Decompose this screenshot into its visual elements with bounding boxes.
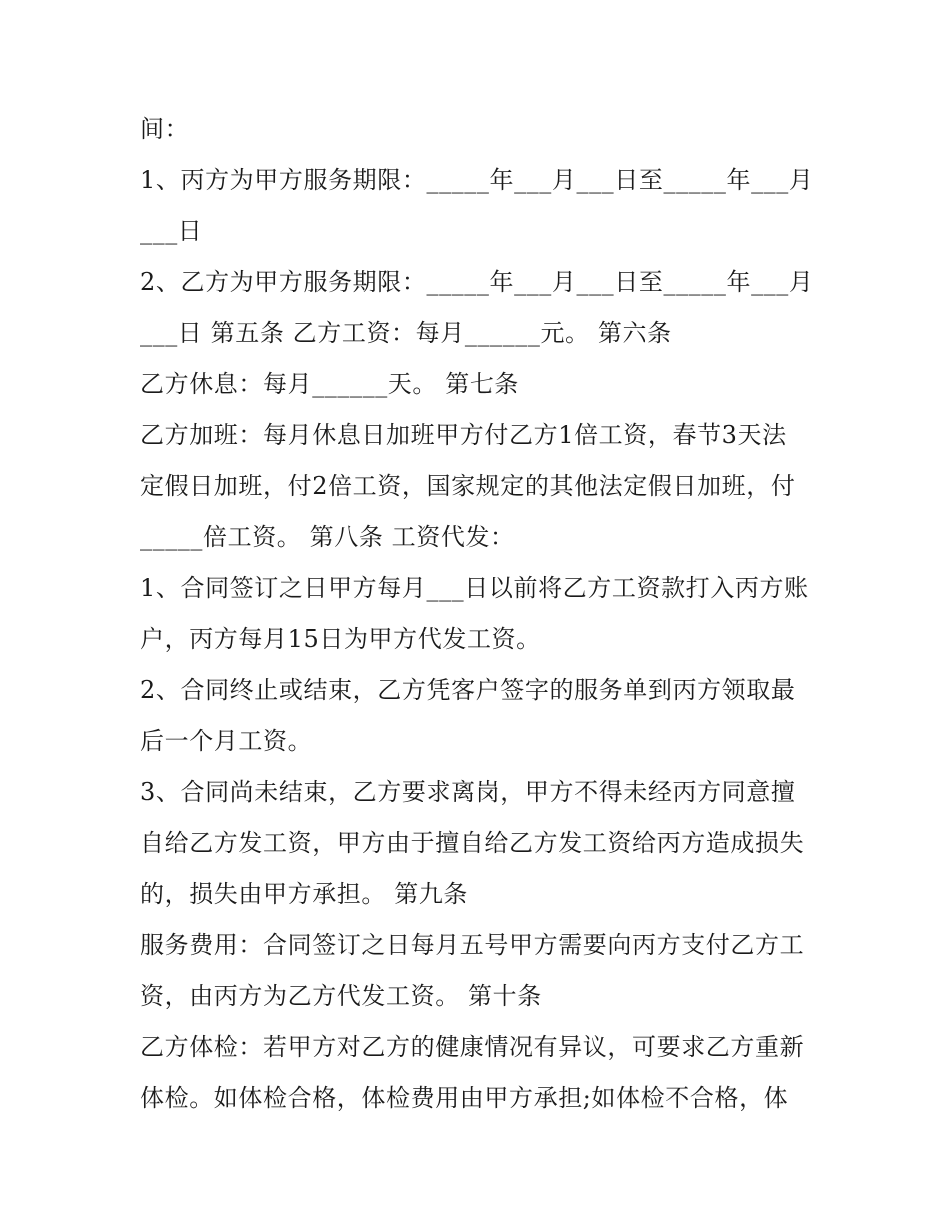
text-line: 2、合同终止或结束，乙方凭客户签字的服务单到丙方领取最 bbox=[140, 676, 796, 704]
text-line: 2、乙方为甲方服务期限：_____年___月___日至_____年___月 bbox=[140, 268, 814, 296]
text-line: 资，由丙方为乙方代发工资。 第十条 bbox=[140, 982, 542, 1010]
text-line: 服务费用：合同签订之日每月五号甲方需要向丙方支付乙方工 bbox=[140, 931, 805, 959]
text-line: _____倍工资。 第八条 工资代发： bbox=[140, 523, 515, 551]
text-line: 自给乙方发工资，甲方由于擅自给乙方发工资给丙方造成损失 bbox=[140, 829, 805, 857]
contract-body-text bbox=[140, 104, 820, 1124]
text-line: 3、合同尚未结束，乙方要求离岗，甲方不得未经丙方同意擅 bbox=[140, 778, 796, 806]
text-line: 1、丙方为甲方服务期限：_____年___月___日至_____年___月 bbox=[140, 166, 814, 194]
text-line: 户，丙方每月15日为甲方代发工资。 bbox=[140, 625, 541, 653]
text-line: 的，损失由甲方承担。 第九条 bbox=[140, 880, 469, 908]
text-line: 后一个月工资。 bbox=[140, 727, 313, 755]
text-line: 体检。如体检合格，体检费用由甲方承担;如体检不合格，体 bbox=[140, 1084, 789, 1112]
text-line: ___日 第五条 乙方工资：每月______元。 第六条 bbox=[140, 319, 672, 347]
text-line: 1、合同签订之日甲方每月___日以前将乙方工资款打入丙方账 bbox=[140, 574, 809, 602]
text-line: ___日 bbox=[140, 217, 203, 245]
text-line: 乙方加班：每月休息日加班甲方付乙方1倍工资，春节3天法 bbox=[140, 421, 787, 449]
text-line: 乙方休息：每月______天。 第七条 bbox=[140, 370, 520, 398]
text-line: 间： bbox=[140, 115, 190, 143]
text-line: 乙方体检：若甲方对乙方的健康情况有异议，可要求乙方重新 bbox=[140, 1033, 805, 1061]
text-line: 定假日加班，付2倍工资，国家规定的其他法定假日加班，付 bbox=[140, 472, 796, 500]
